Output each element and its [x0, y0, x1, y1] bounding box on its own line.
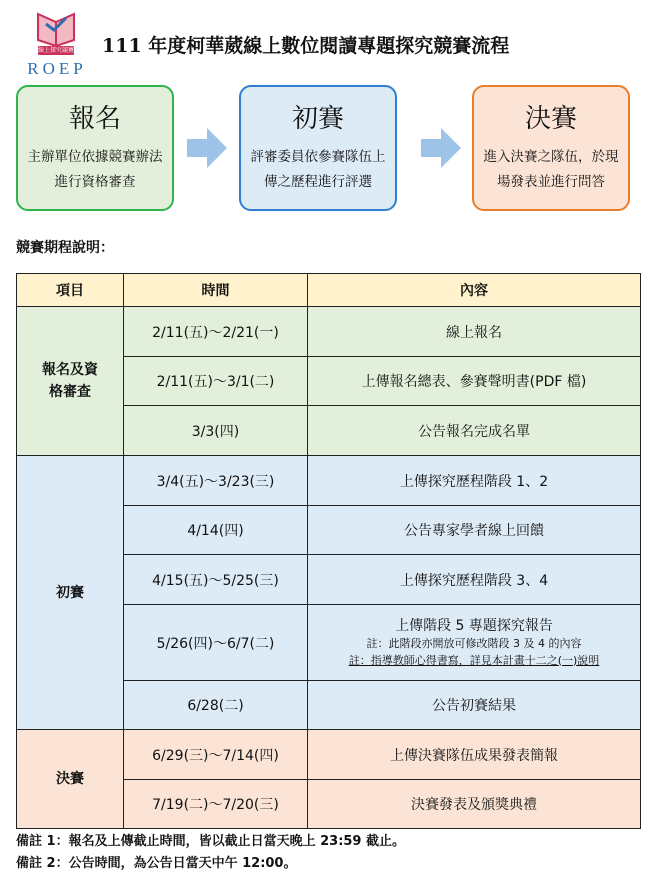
header-content: 內容 — [308, 274, 641, 307]
time-cell: 4/15(五)～5/25(三) — [124, 555, 308, 605]
category-final: 決賽 — [17, 730, 124, 829]
time-cell: 6/29(三)～7/14(四) — [124, 730, 308, 780]
stage-prelim — [239, 85, 397, 211]
time-cell: 7/19(二)～7/20(三) — [124, 780, 308, 829]
time-cell: 3/4(五)～3/23(三) — [124, 456, 308, 506]
table-row — [17, 730, 641, 780]
time-cell: 3/3(四) — [124, 406, 308, 456]
content-cell: 公告初賽結果 — [308, 681, 641, 730]
content-cell: 上傳決賽隊伍成果發表簡報 — [308, 730, 641, 780]
arrow-right-icon — [187, 128, 227, 168]
stage-final-desc: 進入決賽之隊伍，於現場發表並進行問答 — [483, 149, 619, 190]
header-time: 時間 — [124, 274, 308, 307]
stage-final — [472, 85, 630, 211]
content-cell: 上傳探究歷程階段 1、2 — [308, 456, 641, 506]
stage-signup — [16, 85, 174, 211]
logo-caption: 線上探究競賽 — [38, 47, 75, 54]
content-cell: 線上報名 — [308, 307, 641, 357]
footnote-1: 備註 1：報名及上傳截止時間，皆以截止日當天晚上 23:59 截止。 — [16, 834, 406, 849]
content-cell: 決賽發表及頒獎典禮 — [308, 780, 641, 829]
content-note: 註：此階段亦開放可修改階段 3 及 4 的內容 — [366, 636, 582, 650]
footnote-2: 備註 2：公告時間，為公告日當天中午 12:00。 — [16, 856, 297, 871]
category-signup — [17, 307, 124, 456]
time-cell: 5/26(四)～6/7(二) — [124, 605, 308, 681]
content-cell: 公告報名完成名單 — [308, 406, 641, 456]
time-cell: 6/28(二) — [124, 681, 308, 730]
schedule-heading: 競賽期程說明： — [16, 240, 114, 256]
table-row — [17, 456, 641, 506]
arrow-right-icon — [421, 128, 461, 168]
stage-signup-title: 報名 — [68, 104, 121, 134]
roep-logo — [18, 8, 96, 78]
content-cell: 上傳探究歷程階段 3、4 — [308, 555, 641, 605]
book-logo-icon — [34, 10, 78, 48]
content-cell — [308, 605, 641, 681]
header-item: 項目 — [17, 274, 124, 307]
table-row — [17, 307, 641, 357]
logo-wordmark: ROEP — [27, 59, 87, 78]
schedule-table — [16, 273, 641, 829]
content-cell: 公告專家學者線上回饋 — [308, 506, 641, 555]
content-main: 上傳階段 5 專題探究報告 — [395, 617, 553, 634]
time-cell: 4/14(四) — [124, 506, 308, 555]
stage-signup-desc: 主辦單位依據競賽辦法進行資格審查 — [27, 149, 163, 190]
stage-prelim-desc: 評審委員依參賽隊伍上傳之歷程進行評選 — [250, 149, 386, 190]
content-note: 註：指導教師心得書寫，詳見本計畫十二之(一)說明 — [348, 653, 600, 667]
category-prelim: 初賽 — [17, 456, 124, 730]
category-label: 報名及資格審查 — [42, 362, 98, 400]
time-cell: 2/11(五)～2/21(一) — [124, 307, 308, 357]
content-cell: 上傳報名總表、參賽聲明書(PDF 檔) — [308, 357, 641, 406]
time-cell: 2/11(五)～3/1(二) — [124, 357, 308, 406]
stage-prelim-title: 初賽 — [291, 104, 344, 134]
table-header-row — [17, 274, 641, 307]
page-title: 111 年度柯華葳線上數位閱讀專題探究競賽流程 — [102, 35, 510, 57]
stage-final-title: 決賽 — [524, 104, 577, 134]
